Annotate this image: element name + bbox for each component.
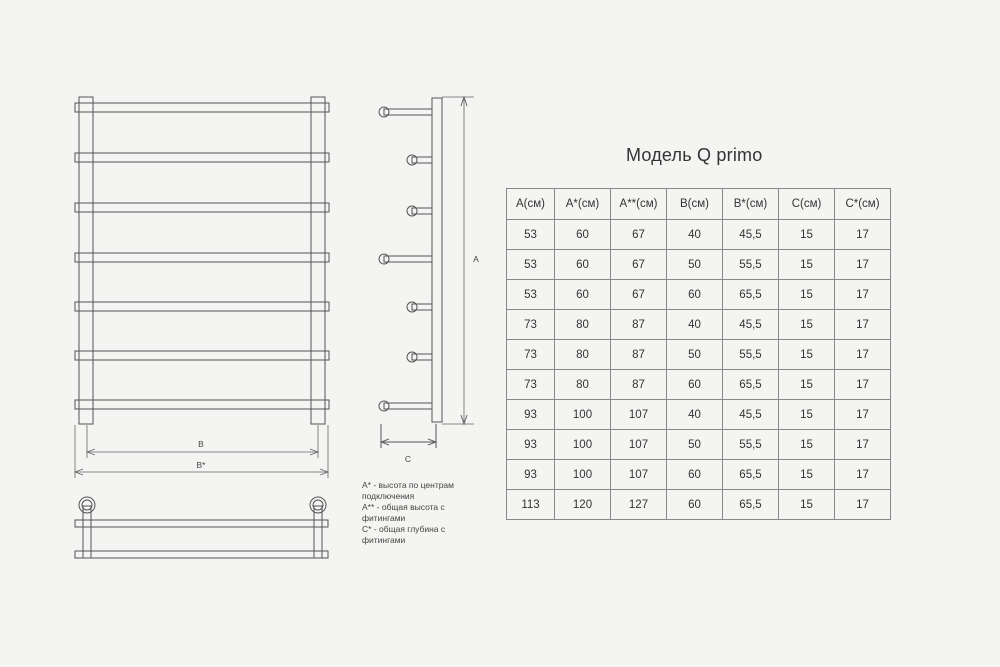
table-cell: 45,5 <box>723 220 779 250</box>
note-line: фитингами <box>362 513 406 523</box>
table-cell: 17 <box>835 430 891 460</box>
table-cell: 15 <box>779 370 835 400</box>
table-cell: 50 <box>667 340 723 370</box>
table-cell: 53 <box>507 280 555 310</box>
table-cell: 65,5 <box>723 370 779 400</box>
note-line: подключения <box>362 491 415 501</box>
front-view <box>75 97 329 424</box>
table-cell: 15 <box>779 220 835 250</box>
table-cell: 55,5 <box>723 250 779 280</box>
notes <box>362 480 502 546</box>
dimensions-table <box>506 188 891 520</box>
table-cell: 17 <box>835 310 891 340</box>
table-cell: 53 <box>507 220 555 250</box>
table-cell: 100 <box>555 460 611 490</box>
label-b: B <box>198 439 204 449</box>
table-cell: 60 <box>667 280 723 310</box>
note-line: A* - высота по центрам <box>362 480 455 490</box>
top-view-post-left <box>83 506 91 558</box>
table-cell: 45,5 <box>723 400 779 430</box>
table-cell: 73 <box>507 310 555 340</box>
table-cell: 107 <box>611 400 667 430</box>
width-dimensions <box>75 425 328 478</box>
table-cell: 60 <box>667 370 723 400</box>
note-line: A** - общая высота с <box>362 502 445 512</box>
header-a: A(см) <box>507 189 555 220</box>
table-cell: 87 <box>611 310 667 340</box>
table-cell: 17 <box>835 400 891 430</box>
table-cell: 87 <box>611 370 667 400</box>
table-cell: 15 <box>779 430 835 460</box>
table-cell: 107 <box>611 430 667 460</box>
left-vertical-collector <box>79 97 93 424</box>
table-cell: 65,5 <box>723 490 779 520</box>
table-cell: 93 <box>507 430 555 460</box>
header-c-star: C*(см) <box>835 189 891 220</box>
table-cell: 50 <box>667 250 723 280</box>
header-a-double-star: A**(см) <box>611 189 667 220</box>
table-cell: 100 <box>555 430 611 460</box>
table-cell: 73 <box>507 370 555 400</box>
table-cell: 53 <box>507 250 555 280</box>
table-cell: 80 <box>555 340 611 370</box>
label-c: C <box>404 454 412 464</box>
table-cell: 17 <box>835 220 891 250</box>
table-cell: 50 <box>667 430 723 460</box>
table-cell: 55,5 <box>723 340 779 370</box>
towel-rung <box>75 400 329 409</box>
label-b-star: B* <box>196 460 206 470</box>
table-row <box>507 310 891 340</box>
header-b: B(см) <box>667 189 723 220</box>
table-cell: 17 <box>835 460 891 490</box>
note-line: C* - общая глубина с <box>362 524 446 534</box>
side-rung <box>412 304 432 310</box>
side-collector <box>432 98 442 422</box>
towel-rung <box>75 351 329 360</box>
table-row <box>507 340 891 370</box>
top-view-rail-lower <box>75 551 328 558</box>
table-cell: 65,5 <box>723 280 779 310</box>
header-c: C(см) <box>779 189 835 220</box>
note-line: фитингами <box>362 535 406 545</box>
table-row <box>507 280 891 310</box>
table-cell: 60 <box>667 460 723 490</box>
table-cell: 87 <box>611 340 667 370</box>
table-cell: 93 <box>507 400 555 430</box>
table-cell: 73 <box>507 340 555 370</box>
top-view-rail-upper <box>75 520 328 527</box>
table-cell: 15 <box>779 400 835 430</box>
table-cell: 127 <box>611 490 667 520</box>
towel-rung <box>75 203 329 212</box>
table-cell: 15 <box>779 490 835 520</box>
table-cell: 107 <box>611 460 667 490</box>
table-cell: 17 <box>835 370 891 400</box>
table-cell: 80 <box>555 310 611 340</box>
top-view-post-right <box>314 506 322 558</box>
table-row <box>507 250 891 280</box>
table-cell: 15 <box>779 310 835 340</box>
table-cell: 17 <box>835 340 891 370</box>
table-cell: 40 <box>667 400 723 430</box>
side-view <box>379 97 474 448</box>
table-row <box>507 490 891 520</box>
table-cell: 17 <box>835 280 891 310</box>
towel-rung <box>75 302 329 311</box>
table-cell: 100 <box>555 400 611 430</box>
table-cell: 60 <box>667 490 723 520</box>
table-cell: 120 <box>555 490 611 520</box>
fitting-right-icon <box>310 497 326 513</box>
table-cell: 93 <box>507 460 555 490</box>
table-header-row <box>507 189 891 220</box>
top-view <box>75 497 328 558</box>
table-cell: 67 <box>611 220 667 250</box>
side-fitting-pipe <box>384 256 432 262</box>
towel-rung <box>75 253 329 262</box>
table-cell: 113 <box>507 490 555 520</box>
side-fitting-pipe <box>384 109 432 115</box>
table-cell: 80 <box>555 370 611 400</box>
table-cell: 60 <box>555 280 611 310</box>
table-cell: 40 <box>667 220 723 250</box>
table-row <box>507 460 891 490</box>
table-cell: 65,5 <box>723 460 779 490</box>
table-row <box>507 400 891 430</box>
table-cell: 15 <box>779 250 835 280</box>
side-rung <box>412 208 432 214</box>
side-fitting-pipe <box>384 403 432 409</box>
header-b-star: B*(см) <box>723 189 779 220</box>
table-cell: 40 <box>667 310 723 340</box>
table-row <box>507 220 891 250</box>
table-row <box>507 430 891 460</box>
table-cell: 15 <box>779 460 835 490</box>
right-vertical-collector <box>311 97 325 424</box>
model-title: Модель Q primo <box>626 145 763 165</box>
towel-rung <box>75 103 329 112</box>
towel-rung <box>75 153 329 162</box>
side-rung <box>412 354 432 360</box>
header-a-star: A*(см) <box>555 189 611 220</box>
table-cell: 17 <box>835 490 891 520</box>
table-cell: 45,5 <box>723 310 779 340</box>
table-cell: 67 <box>611 250 667 280</box>
table-cell: 60 <box>555 250 611 280</box>
fitting-left-icon <box>79 497 95 513</box>
table-cell: 60 <box>555 220 611 250</box>
label-a: A <box>473 254 479 264</box>
table-row <box>507 370 891 400</box>
table-cell: 15 <box>779 340 835 370</box>
table-cell: 67 <box>611 280 667 310</box>
side-rung <box>412 157 432 163</box>
table-cell: 17 <box>835 250 891 280</box>
table-cell: 15 <box>779 280 835 310</box>
table-cell: 55,5 <box>723 430 779 460</box>
